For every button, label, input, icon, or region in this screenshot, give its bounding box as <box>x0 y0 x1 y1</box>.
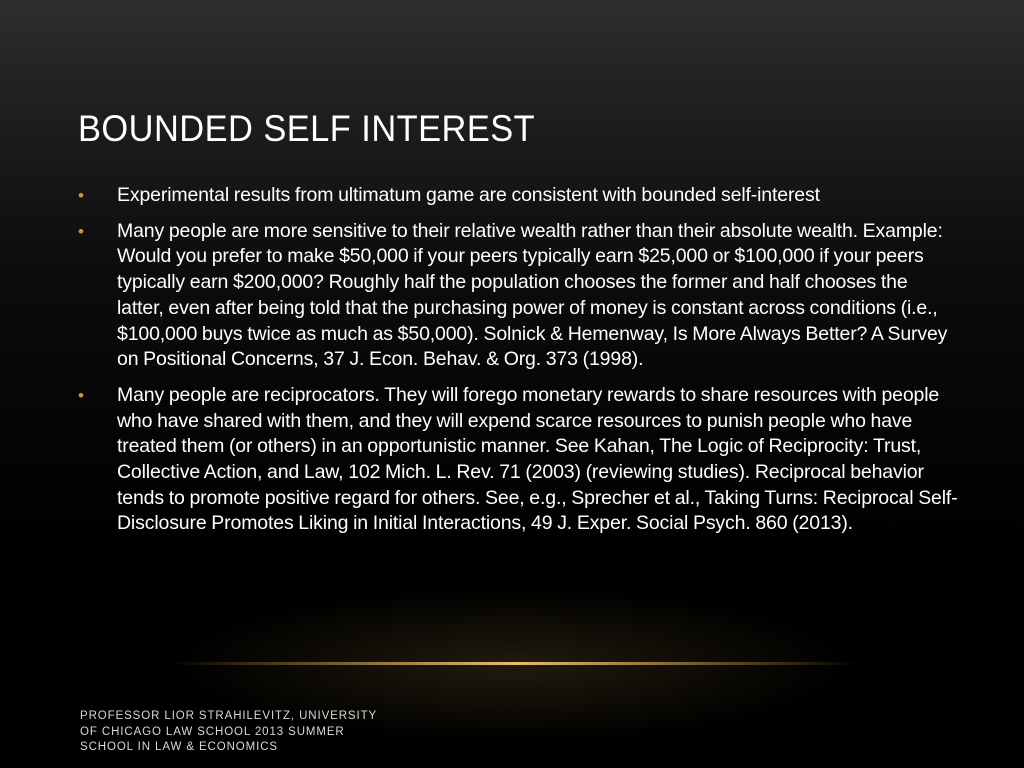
slide-footer: PROFESSOR LIOR STRAHILEVITZ, UNIVERSITY OF CHICAGO LAW SCHOOL 2013 SUMMER SCHOOL IN LAW & ECONOMICS <box>80 710 377 754</box>
bullet-text: Many people are reciprocators. They will forego monetary rewards to share resources with people who have shared with them, and they will expend scarce resources to punish people who have treated them (or others) in an opportunistic manner. See Kahan, The Logic of Reciprocity: Trust, Collective Action, and Law, 102 Mich. L. Rev. 71 (2003) (reviewing studies). Reciprocal behavior tends to promote positive regard for others. See, e.g., Sprecher et al., Taking Turns: Reciprocal Self-Disclosure Promotes Liking in Initial Interactions, 49 J. Exper. Social Psych. 860 (2013). <box>117 383 958 535</box>
bullet-list <box>78 183 958 547</box>
bullet-text: Experimental results from ultimatum game are consistent with bounded self-interest <box>117 184 820 206</box>
bullet-text: Many people are more sensitive to their relative wealth rather than their absolute wealth. Example: Would you prefer to make $50,000 if your peers typically earn $25,000 or $100,000 if your peers typically earn $200,000? Roughly half the population chooses the former and half chooses the latter, even after being told that the purchasing power of money is constant across conditions (i.e., $100,000 buys twice as much as $50,000). Solnick & Hemenway, Is More Always Better? A Survey on Positional Concerns, 37 J. Econ. Behav. & Org. 373 (1998). <box>117 219 948 371</box>
bullet-marker-icon: • <box>78 186 84 205</box>
bullet-marker-icon: • <box>78 385 84 405</box>
bullet-item <box>78 219 958 373</box>
slide-title: BOUNDED SELF INTEREST <box>78 108 536 149</box>
bullet-item <box>78 383 958 537</box>
gold-divider-line <box>170 662 860 665</box>
bullet-marker-icon: • <box>78 221 84 241</box>
bullet-item <box>78 183 958 209</box>
